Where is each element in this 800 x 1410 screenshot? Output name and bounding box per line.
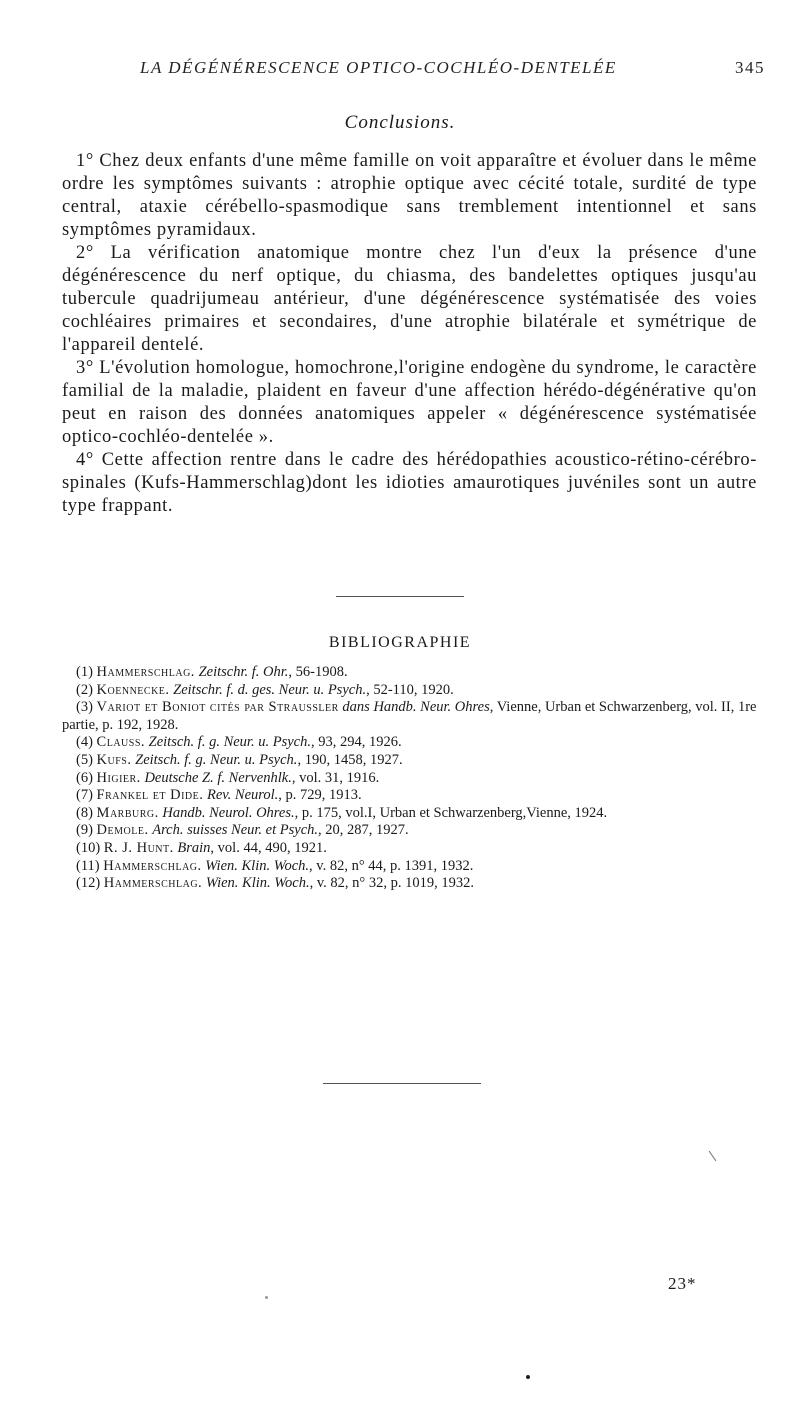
bibliography-entry: (1) Hammerschlag. Zeitschr. f. Ohr., 56-1908. <box>76 664 348 680</box>
bibliography-entry: (5) Kufs. Zeitsch. f. g. Neur. u. Psych., 190, 1458, 1927. <box>76 751 403 768</box>
bibliography-entry: (6) Higier. Deutsche Z. f. Nervenhlk., vol. 31, 1916. <box>76 769 380 786</box>
conclusion-paragraph-3: 3° L'évolution homologue, homochrone,l'origine endogène du syndrome, le caractère familial de la maladie, plaident en faveur d'une affection hérédo-dégénérative qu'on peut en raison des données anatomiques appeler « dégénérescence systématisée optico-cochléo-dentelée ». <box>62 358 757 447</box>
stray-mark <box>709 1151 717 1161</box>
bibliography-entry: (11) Hammerschlag. Wien. Klin. Woch., v. 82, n° 44, p. 1391, 1932. <box>76 857 474 874</box>
bibliography-entry: (9) Demole. Arch. suisses Neur. et Psych., 20, 287, 1927. <box>76 822 409 839</box>
signature-mark: 23* <box>668 1274 697 1293</box>
bibliography-title: BIBLIOGRAPHIE <box>328 634 472 651</box>
stray-dot <box>526 1375 530 1379</box>
conclusion-paragraph-1: 1° Chez deux enfants d'une même famille on voit apparaître et évoluer dans le même ordre les symptômes suivants : atrophie optique avec cécité totale, surdité de type central, ataxie cérébello-spasmodique sans tremblement intentionnel et sans symptômes pyramidaux. <box>62 151 757 240</box>
bibliography-entry: (2) Koennecke. Zeitschr. f. d. ges. Neur. u. Psych., 52-110, 1920. <box>76 681 454 698</box>
bibliography-list <box>62 664 762 893</box>
bibliography-entry: (4) Clauss. Zeitsch. f. g. Neur. u. Psych., 93, 294, 1926. <box>76 734 402 751</box>
bibliography-entry: (8) Marburg. Handb. Neurol. Ohres., p. 175, vol.I, Urban et Schwarzenberg,Vienne, 1924. <box>76 804 608 821</box>
conclusion-paragraph-2: 2° La vérification anatomique montre chez l'un d'eux la présence d'une dégénérescence du nerf optique, du chiasma, des bandelettes optiques jusqu'au tubercule quadrijumeau antérieur, d'une dégénérescence systématisée des voies cochléaires primaires et secondaires, d'une atrophie bilatérale et symétrique de l'appareil dentelé. <box>62 243 757 355</box>
end-divider <box>323 1083 481 1084</box>
bibliography-entry: (7) Frankel et Dide. Rev. Neurol., p. 729, 1913. <box>76 787 362 804</box>
conclusions-body <box>62 150 757 518</box>
section-title: Conclusions. <box>344 112 456 133</box>
running-header <box>140 58 780 82</box>
bibliography-entry: (10) R. J. Hunt. Brain, vol. 44, 490, 1921. <box>76 839 327 856</box>
bibliography-entry: (3) Variot et Boniot cités par Straussler dans Handb. Neur. Ohres, Vienne, Urban et Schwarzenberg, vol. II, 1re partie, p. 192, 1928. <box>62 699 757 733</box>
running-title: LA DÉGÉNÉRESCENCE OPTICO-COCHLÉO-DENTELÉE <box>140 58 617 77</box>
bibliography-entry: (12) Hammerschlag. Wien. Klin. Woch., v. 82, n° 32, p. 1019, 1932. <box>76 875 474 892</box>
conclusion-paragraph-4: 4° Cette affection rentre dans le cadre des hérédopathies acoustico-rétino-cérébro-spinales (Kufs-Hammerschlag)dont les idioties amaurotiques juvéniles sont un autre type frappant. <box>62 450 757 516</box>
section-divider <box>336 596 464 597</box>
page-number: 345 <box>735 58 765 77</box>
stray-dot <box>265 1296 268 1299</box>
